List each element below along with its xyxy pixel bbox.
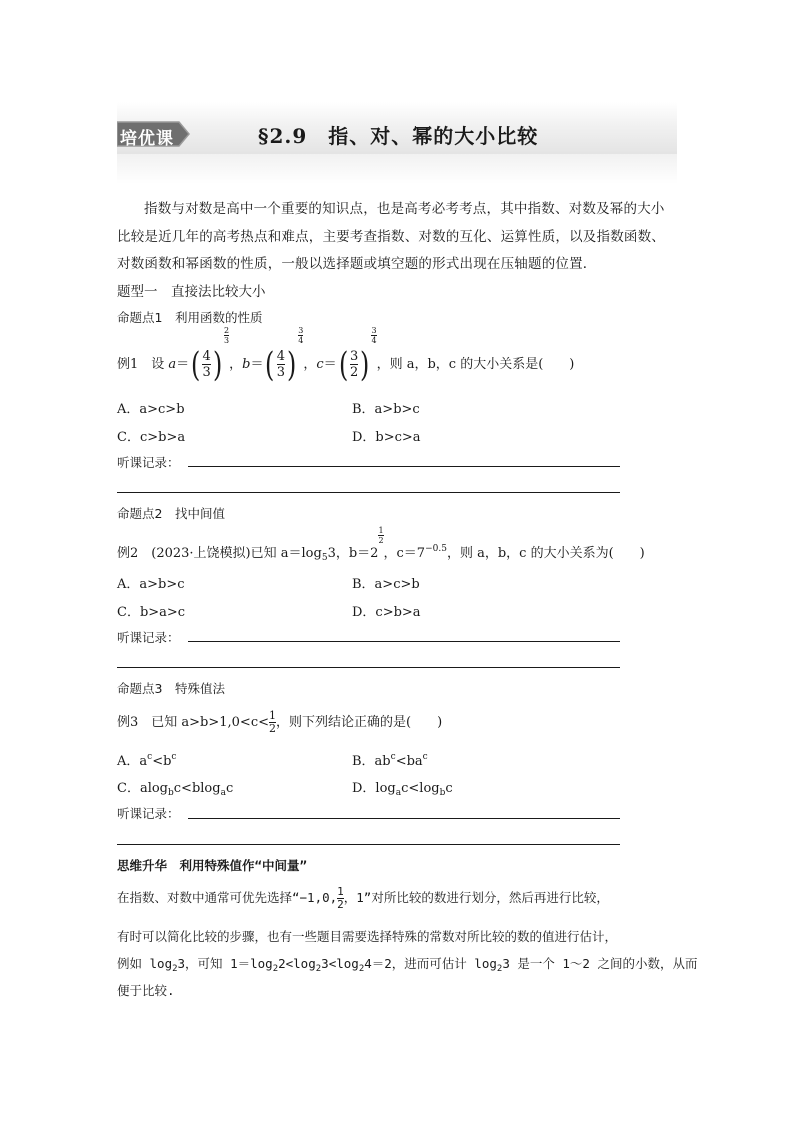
denominator: 2 bbox=[378, 536, 384, 545]
exponent: c bbox=[422, 752, 428, 762]
numerator: 3 bbox=[298, 326, 304, 335]
ex3-option-d[interactable] bbox=[352, 777, 453, 796]
comma: ， bbox=[229, 357, 243, 372]
ex1-option-c[interactable]: C．c>b>a bbox=[117, 430, 186, 445]
example-1-label: 例1 设 bbox=[117, 357, 169, 372]
ex2-option-a[interactable]: A．a>b>c bbox=[117, 577, 185, 592]
example-1-tail: ，则 a，b，c 的大小关系是( ) bbox=[376, 357, 575, 372]
notes-line[interactable] bbox=[188, 818, 620, 819]
exponent-1-2 bbox=[378, 526, 383, 545]
numerator: 2 bbox=[224, 326, 230, 335]
option-text: D．log bbox=[352, 781, 396, 796]
numerator: 4 bbox=[202, 349, 211, 364]
exponent: c bbox=[171, 752, 177, 762]
var-c: c bbox=[316, 357, 324, 372]
ex2-option-d[interactable]: D．c>b>a bbox=[352, 605, 421, 620]
paren-left: ( bbox=[191, 344, 201, 385]
numerator: 4 bbox=[276, 349, 285, 364]
example-2-stem bbox=[117, 526, 645, 572]
option-text: c bbox=[225, 781, 234, 796]
point-heading-1: 命题点1 利用函数的性质 bbox=[117, 310, 263, 325]
option-text: c<log bbox=[401, 781, 440, 796]
thinking-text: ，1”对所比较的数进行划分，然后再进行比较， bbox=[343, 890, 609, 905]
fraction-1-2 bbox=[337, 886, 344, 911]
log-base: 2 bbox=[272, 964, 279, 974]
notes-line[interactable] bbox=[188, 466, 620, 467]
paren-left: ( bbox=[338, 344, 348, 385]
paren-right: ) bbox=[360, 344, 370, 385]
thinking-line-1 bbox=[117, 880, 609, 916]
var-b: b bbox=[242, 357, 251, 372]
c-exponent: −0.5 bbox=[425, 544, 447, 554]
thinking-line-3 bbox=[117, 954, 697, 972]
thinking-text: 例如 log bbox=[117, 956, 173, 971]
paren-right: ) bbox=[286, 344, 297, 385]
exponent-3-4 bbox=[298, 326, 303, 345]
point-heading-3: 命题点3 特殊值法 bbox=[117, 681, 225, 696]
numerator: 3 bbox=[371, 326, 377, 335]
c-expression: ，c＝7 bbox=[383, 546, 426, 561]
denominator: 2 bbox=[349, 365, 359, 380]
thinking-title: 思维升华 利用特殊值作“中间量” bbox=[117, 858, 308, 873]
fraction-1-2 bbox=[269, 710, 276, 735]
fraction-4-3 bbox=[277, 349, 285, 380]
log-base: b bbox=[439, 788, 446, 798]
log-base: 2 bbox=[172, 964, 178, 974]
notes-label-1: 听课记录： bbox=[117, 455, 180, 470]
fraction-3-2 bbox=[350, 349, 358, 380]
thinking-text: 4＝2，进而可估计 log bbox=[364, 956, 497, 971]
option-text: c<blog bbox=[173, 781, 221, 796]
fraction-4-3 bbox=[202, 349, 210, 380]
notes-line[interactable] bbox=[117, 667, 620, 668]
exponent: c bbox=[390, 752, 396, 762]
numerator: 1 bbox=[337, 885, 344, 898]
b-expression: b＝2 bbox=[348, 546, 379, 561]
denominator: 3 bbox=[276, 365, 285, 380]
ex3-option-c[interactable] bbox=[117, 777, 233, 796]
denominator: 3 bbox=[202, 365, 211, 380]
option-text: <ba bbox=[395, 754, 423, 769]
notes-label-3: 听课记录： bbox=[117, 806, 180, 821]
ex3-option-b[interactable] bbox=[352, 750, 428, 769]
option-text: c bbox=[445, 781, 453, 796]
example-3-tail: ，则下列结论正确的是( ) bbox=[276, 715, 443, 730]
thinking-text: 2<log bbox=[278, 956, 316, 971]
option-text: C．alog bbox=[117, 781, 169, 796]
example-3-stem bbox=[117, 705, 442, 741]
notes-line[interactable] bbox=[117, 844, 620, 845]
ex2-option-b[interactable]: B．a>c>b bbox=[352, 577, 420, 592]
numerator: 1 bbox=[378, 526, 384, 535]
thinking-text: 3<log bbox=[321, 956, 359, 971]
equals-sign: ＝ bbox=[323, 357, 337, 372]
paren-right: ) bbox=[212, 344, 223, 385]
log-base: 2 bbox=[315, 964, 322, 974]
intro-line-3: 对数函数和幂函数的性质，一般以选择题或填空题的形式出现在压轴题的位置． bbox=[117, 256, 597, 272]
exponent-3-4 bbox=[371, 326, 376, 345]
notes-label-2: 听课记录： bbox=[117, 630, 180, 645]
log-argument: 3， bbox=[327, 546, 349, 561]
option-text: <b bbox=[152, 754, 172, 769]
ex2-option-c[interactable]: C．b>a>c bbox=[117, 605, 186, 620]
exponent: c bbox=[147, 752, 153, 762]
ex1-option-a[interactable]: A．a>c>b bbox=[117, 402, 185, 417]
notes-line[interactable] bbox=[188, 641, 620, 642]
badge-label: 培优课 bbox=[120, 129, 174, 149]
ex1-option-d[interactable]: D．b>c>a bbox=[352, 430, 421, 445]
numerator: 1 bbox=[269, 709, 277, 722]
exponent-2-3 bbox=[224, 326, 229, 345]
thinking-text: 在指数、对数中通常可优先选择“−1,0, bbox=[117, 890, 338, 905]
example-2-tail: ，则 a，b，c 的大小关系为( ) bbox=[446, 546, 645, 561]
comma: ， bbox=[303, 357, 317, 372]
a-expression: a＝log bbox=[280, 546, 322, 561]
option-text: A．a bbox=[117, 754, 148, 769]
log-base: 5 bbox=[321, 553, 328, 563]
log-base: 2 bbox=[496, 964, 503, 974]
log-base: a bbox=[395, 788, 402, 798]
example-3-label: 例3 已知 a>b>1,0<c< bbox=[117, 715, 270, 730]
denominator: 2 bbox=[337, 898, 344, 911]
page-title: §2.9 指、对、幂的大小比较 bbox=[258, 124, 539, 148]
denominator: 3 bbox=[224, 336, 230, 345]
example-1-stem bbox=[117, 326, 575, 390]
log-base: b bbox=[168, 788, 174, 798]
denominator: 4 bbox=[298, 336, 304, 345]
thinking-text: 3，可知 1＝log bbox=[177, 956, 273, 971]
thinking-line-2: 有时可以简化比较的步骤，也有一些题目需要选择特殊的常数对所比较的数的值进行估计， bbox=[117, 929, 618, 944]
thinking-line-4: 便于比较. bbox=[117, 983, 175, 998]
notes-line[interactable] bbox=[117, 492, 620, 493]
ex1-option-b[interactable]: B．a>b>c bbox=[352, 402, 420, 417]
header-fade bbox=[117, 154, 677, 184]
var-a: a bbox=[168, 357, 177, 372]
point-heading-2: 命题点2 找中间值 bbox=[117, 506, 225, 521]
paren-left: ( bbox=[265, 344, 275, 385]
intro-line-2: 比较是近几年的高考热点和难点，主要考查指数、对数的互化、运算性质，以及指数函数、 bbox=[117, 229, 665, 245]
option-text: B．ab bbox=[352, 754, 391, 769]
denominator: 2 bbox=[269, 722, 277, 735]
equals-sign: ＝ bbox=[176, 357, 190, 372]
example-2-label: 例2 (2023·上饶模拟)已知 bbox=[117, 546, 281, 561]
intro-line-1: 指数与对数是高中一个重要的知识点，也是高考必考考点，其中指数、对数及幂的大小 bbox=[144, 201, 665, 217]
thinking-text: 3 是一个 1～2 之间的小数，从而 bbox=[502, 956, 698, 971]
equals-sign: ＝ bbox=[250, 357, 264, 372]
ex3-option-a[interactable] bbox=[117, 750, 176, 769]
denominator: 4 bbox=[371, 336, 377, 345]
log-base: a bbox=[220, 788, 226, 798]
numerator: 3 bbox=[349, 349, 359, 364]
section-heading: 题型一 直接法比较大小 bbox=[117, 284, 266, 300]
log-base: 2 bbox=[358, 964, 365, 974]
